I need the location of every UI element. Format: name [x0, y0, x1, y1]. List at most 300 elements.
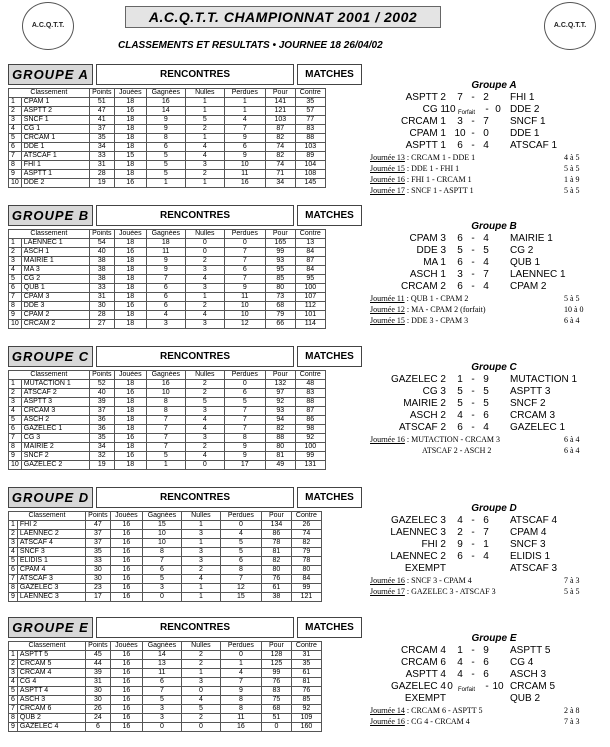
home-team: FHI 2 [421, 539, 446, 550]
score-dash: - [471, 116, 475, 127]
table-cell: 68 [265, 302, 295, 311]
result-row [364, 92, 604, 104]
journee-row [364, 163, 604, 174]
table-cell: 16 [146, 380, 185, 389]
home-team: CRCAM 2 [400, 281, 446, 292]
col-nulles: Nulles [181, 642, 220, 651]
table-cell: 16 [110, 584, 142, 593]
table-cell: ASCH 2 [21, 416, 89, 425]
table-cell: 8 [9, 443, 22, 452]
table-cell: 5 [220, 548, 261, 557]
journee-row [364, 586, 604, 597]
table-cell: 16 [114, 389, 146, 398]
home-team: MAIRIE 2 [403, 398, 446, 409]
table-cell: 7 [9, 152, 22, 161]
table-row [9, 257, 326, 266]
table-cell: 5 [220, 539, 261, 548]
result-row [364, 104, 604, 116]
table-cell: CG 3 [21, 434, 89, 443]
table-row [9, 98, 326, 107]
table-cell: 38 [261, 593, 291, 602]
table-cell: 37 [85, 539, 110, 548]
table-cell: MAIRIE 1 [21, 257, 89, 266]
results-title: Groupe B [471, 221, 517, 232]
journee-text: Journée 13 : CRCAM 1 - DDE 1 [370, 153, 476, 162]
matches-header: MATCHES [297, 487, 362, 508]
table-cell: 0 [220, 521, 261, 530]
table-cell: 8 [142, 548, 181, 557]
table-cell: 18 [114, 125, 146, 134]
rencontres-header: RENCONTRES [96, 346, 294, 367]
table-cell: 8 [220, 566, 261, 575]
table-cell: 52 [89, 380, 114, 389]
journee-text: Journée 14 : CRCAM 6 - ASPTT 5 [370, 706, 483, 715]
table-cell: 4 [9, 125, 22, 134]
away-team: CPAM 4 [510, 527, 547, 538]
results-title: Groupe D [471, 503, 517, 514]
table-cell: CPAM 4 [17, 566, 85, 575]
table-cell: 3 [9, 539, 18, 548]
table-cell: 3 [185, 320, 224, 329]
table-row [9, 134, 326, 143]
table-cell: 7 [224, 275, 265, 284]
table-cell: 97 [265, 389, 295, 398]
table-cell: 15 [220, 593, 261, 602]
table-cell: 10 [146, 389, 185, 398]
home-score: 0 [447, 681, 453, 692]
table-cell: 2 [181, 660, 220, 669]
table-cell: 3 [185, 266, 224, 275]
journee-row [364, 174, 604, 185]
table-cell: 104 [295, 161, 325, 170]
table-cell: 18 [114, 293, 146, 302]
logo-left: A.C.Q.T.T. [22, 2, 74, 50]
away-score: 9 [483, 374, 489, 385]
away-score: 2 [483, 92, 489, 103]
away-score: 4 [483, 257, 489, 268]
col-classement: Classement [9, 512, 86, 521]
table-cell: 18 [114, 275, 146, 284]
table-cell: 74 [265, 143, 295, 152]
score-dash: - [471, 374, 475, 385]
journee-text: Journée 16 : SNCF 3 - CPAM 4 [370, 576, 472, 585]
table-cell: 14 [146, 107, 185, 116]
table-cell: 2 [185, 302, 224, 311]
away-team: CRCAM 5 [510, 681, 556, 692]
table-cell: 9 [9, 452, 22, 461]
table-cell: 85 [265, 275, 295, 284]
table-cell: 76 [261, 575, 291, 584]
table-cell: 38 [89, 275, 114, 284]
table-cell: 3 [142, 705, 181, 714]
table-cell: 10 [9, 461, 22, 470]
table-cell: 79 [265, 311, 295, 320]
table-row [9, 651, 322, 660]
table-cell: 83 [295, 125, 325, 134]
table-cell: 7 [146, 434, 185, 443]
journee-text: Journée 12 : MA - CPAM 2 (forfait) [370, 305, 486, 314]
away-score: 1 [483, 539, 489, 550]
table-cell: 2 [181, 566, 220, 575]
table-row [9, 407, 326, 416]
table-cell: 3 [9, 257, 22, 266]
home-team: ASCH 2 [409, 410, 446, 421]
table-cell: 19 [89, 461, 114, 470]
group-label: GROUPE B [8, 205, 93, 226]
table-cell: 1 [9, 651, 18, 660]
table-cell: 7 [224, 407, 265, 416]
away-team: MUTACTION 1 [510, 374, 578, 385]
home-score: 10 [444, 104, 456, 115]
table-cell: 76 [261, 678, 291, 687]
table-row [9, 548, 322, 557]
table-cell: 3 [181, 530, 220, 539]
table-cell: 7 [224, 425, 265, 434]
table-cell: 4 [185, 311, 224, 320]
table-cell: 86 [261, 530, 291, 539]
col-contre: Contre [295, 230, 325, 239]
away-team: SNCF 1 [510, 116, 546, 127]
table-cell: 0 [220, 651, 261, 660]
table-row [9, 152, 326, 161]
table-cell: 8 [224, 434, 265, 443]
table-cell: ASPTT 2 [21, 107, 89, 116]
table-cell: 6 [224, 389, 265, 398]
away-score: 4 [483, 233, 489, 244]
away-team: ASCH 3 [510, 669, 547, 680]
table-cell: 78 [291, 557, 321, 566]
home-score: 3 [457, 116, 463, 127]
table-cell: 7 [224, 416, 265, 425]
table-cell: 16 [110, 714, 142, 723]
table-cell: 31 [89, 161, 114, 170]
table-cell: 103 [265, 116, 295, 125]
result-row [364, 645, 604, 657]
table-cell: LAENNEC 2 [17, 530, 85, 539]
table-cell: 95 [295, 275, 325, 284]
rencontres-header: RENCONTRES [96, 64, 294, 85]
table-row [9, 284, 326, 293]
forfait-note: Forfait [458, 110, 476, 116]
table-cell: 1 [185, 98, 224, 107]
table-cell: 32 [89, 452, 114, 461]
table-cell: 121 [265, 107, 295, 116]
table-cell: 11 [220, 714, 261, 723]
table-row [9, 380, 326, 389]
standings-table [8, 370, 326, 470]
table-cell: 4 [220, 669, 261, 678]
table-cell: 87 [265, 125, 295, 134]
table-cell: 14 [142, 651, 181, 660]
table-cell: 1 [185, 134, 224, 143]
table-cell: CRCAM 3 [21, 407, 89, 416]
table-row [9, 566, 322, 575]
col-gagnees: Gagnées [146, 89, 185, 98]
table-cell: 88 [295, 398, 325, 407]
table-cell: 6 [9, 566, 18, 575]
table-cell: 16 [110, 521, 142, 530]
away-team: FHI 1 [510, 92, 535, 103]
home-score: 1 [457, 645, 463, 656]
home-score: 6 [457, 281, 463, 292]
table-cell: 12 [224, 320, 265, 329]
table-cell: 35 [85, 548, 110, 557]
away-score: 0 [495, 104, 501, 115]
table-cell: 16 [110, 651, 142, 660]
away-score: 6 [483, 669, 489, 680]
result-row [364, 551, 604, 563]
table-header-row [9, 230, 326, 239]
table-cell: 40 [89, 389, 114, 398]
group-label: GROUPE D [8, 487, 93, 508]
table-cell: 95 [265, 266, 295, 275]
table-cell: 10 [224, 302, 265, 311]
table-cell: 109 [291, 714, 321, 723]
journee-text: Journée 16 : FHI 1 - CRCAM 1 [370, 175, 472, 184]
table-row [9, 389, 326, 398]
table-cell: 33 [89, 152, 114, 161]
table-cell: 44 [85, 660, 110, 669]
away-score: 6 [483, 657, 489, 668]
table-cell: 131 [295, 461, 325, 470]
journee-score: 2 à 8 [564, 706, 580, 715]
results-panel [364, 362, 604, 456]
home-score: 5 [457, 398, 463, 409]
group-label: GROUPE C [8, 346, 93, 367]
table-cell: 16 [110, 696, 142, 705]
table-cell: ATSCAF 3 [17, 575, 85, 584]
journee-row [364, 575, 604, 586]
table-cell: 83 [295, 389, 325, 398]
col-classement: Classement [9, 230, 90, 239]
table-cell: 81 [261, 548, 291, 557]
table-row [9, 425, 326, 434]
home-team: CPAM 1 [409, 128, 446, 139]
col-perdues: Perdues [224, 89, 265, 98]
table-row [9, 714, 322, 723]
table-row [9, 521, 322, 530]
table-cell: SNCF 1 [21, 116, 89, 125]
table-cell: 1 [185, 293, 224, 302]
col-jouees: Jouées [114, 230, 146, 239]
table-row [9, 575, 322, 584]
table-cell: 74 [291, 530, 321, 539]
table-cell: 7 [224, 257, 265, 266]
table-cell: 30 [85, 566, 110, 575]
col-points: Points [85, 642, 110, 651]
score-dash: - [471, 92, 475, 103]
table-row [9, 593, 322, 602]
table-cell: 3 [185, 434, 224, 443]
table-cell: ATSCAF 1 [21, 152, 89, 161]
table-cell: 1 [220, 660, 261, 669]
score-dash: - [471, 515, 475, 526]
col-perdues: Perdues [220, 642, 261, 651]
table-cell: 16 [110, 687, 142, 696]
table-cell: 82 [265, 134, 295, 143]
table-cell: 80 [265, 284, 295, 293]
table-cell: 8 [220, 696, 261, 705]
page-title: A.C.Q.T.T. CHAMPIONNAT 2001 / 2002 [125, 6, 441, 28]
table-cell: 30 [89, 302, 114, 311]
table-cell: 18 [114, 416, 146, 425]
table-cell: 9 [224, 284, 265, 293]
table-row [9, 557, 322, 566]
table-cell: LAENNEC 3 [17, 593, 85, 602]
score-dash: - [471, 140, 475, 151]
result-row [364, 657, 604, 669]
table-cell: 18 [114, 311, 146, 320]
table-cell: 10 [9, 320, 22, 329]
result-row [364, 398, 604, 410]
table-cell: 30 [85, 575, 110, 584]
table-cell: FHI 2 [17, 521, 85, 530]
table-cell: 94 [265, 416, 295, 425]
table-cell: 38 [89, 266, 114, 275]
table-cell: 85 [291, 696, 321, 705]
away-score: 4 [483, 140, 489, 151]
table-cell: 18 [114, 407, 146, 416]
table-cell: 93 [265, 257, 295, 266]
table-cell: 82 [265, 152, 295, 161]
table-cell: 8 [146, 398, 185, 407]
journee-row [364, 445, 604, 456]
table-cell: 9 [224, 443, 265, 452]
away-team: DDE 2 [510, 104, 540, 115]
table-cell: 16 [114, 179, 146, 188]
table-cell: 5 [185, 398, 224, 407]
table-cell: 5 [181, 705, 220, 714]
table-cell: 23 [85, 584, 110, 593]
journee-score: 7 à 3 [564, 576, 580, 585]
table-cell: 3 [181, 548, 220, 557]
home-team: ATSCAF 2 [398, 422, 446, 433]
table-cell: 0 [185, 239, 224, 248]
journee-row [364, 705, 604, 716]
journee-row [364, 716, 604, 727]
table-cell: 1 [9, 239, 22, 248]
home-team: CPAM 3 [409, 233, 446, 244]
home-score: 6 [457, 551, 463, 562]
table-cell: 16 [114, 452, 146, 461]
table-cell: LAENNEC 1 [21, 239, 89, 248]
away-team: CRCAM 3 [510, 410, 556, 421]
table-cell: 2 [185, 125, 224, 134]
away-team: ATSCAF 3 [510, 563, 558, 574]
col-perdues: Perdues [224, 230, 265, 239]
col-gagnees: Gagnées [146, 230, 185, 239]
table-row [9, 452, 326, 461]
home-team: GAZELEC 2 [390, 374, 446, 385]
table-cell: 6 [85, 723, 110, 732]
home-score: 4 [457, 669, 463, 680]
table-cell: 87 [295, 257, 325, 266]
table-cell: ASPTT 4 [17, 687, 85, 696]
table-cell: 16 [110, 678, 142, 687]
table-cell: 1 [9, 521, 18, 530]
table-cell: 16 [114, 248, 146, 257]
forfait-note: Forfait [458, 687, 476, 693]
table-cell: ASCH 1 [21, 248, 89, 257]
table-cell: 31 [85, 678, 110, 687]
home-team: CRCAM 4 [400, 645, 446, 656]
table-cell: 18 [114, 98, 146, 107]
table-row [9, 705, 322, 714]
table-cell: 4 [181, 575, 220, 584]
table-cell: 73 [265, 293, 295, 302]
table-cell: 31 [291, 651, 321, 660]
home-score: 6 [457, 233, 463, 244]
col-points: Points [89, 371, 114, 380]
table-row [9, 696, 322, 705]
table-cell: 80 [265, 443, 295, 452]
home-team: LAENNEC 2 [390, 551, 446, 562]
table-cell: 2 [9, 107, 22, 116]
table-cell: 11 [142, 669, 181, 678]
home-team: ASCH 1 [409, 269, 446, 280]
table-cell: 37 [89, 125, 114, 134]
table-cell: 141 [265, 98, 295, 107]
table-header-row [9, 89, 326, 98]
col-jouees: Jouées [110, 512, 142, 521]
table-cell: 18 [114, 461, 146, 470]
table-cell: 4 [185, 416, 224, 425]
table-cell: 84 [291, 575, 321, 584]
table-cell: 132 [265, 380, 295, 389]
table-header-row [9, 642, 322, 651]
table-row [9, 687, 322, 696]
score-dash: - [471, 669, 475, 680]
away-score: 5 [483, 245, 489, 256]
away-score: 6 [483, 515, 489, 526]
table-cell: 28 [89, 311, 114, 320]
table-cell: 5 [146, 152, 185, 161]
journee-score: 4 à 5 [564, 153, 580, 162]
journee-score: 1 à 9 [564, 175, 580, 184]
journee-text: Journée 16 : CG 4 - CRCAM 4 [370, 717, 470, 726]
table-cell: 18 [114, 257, 146, 266]
table-cell: 1 [181, 584, 220, 593]
home-score: 6 [457, 140, 463, 151]
table-cell: 0 [181, 723, 220, 732]
table-row [9, 143, 326, 152]
journee-score: 10 à 0 [564, 305, 584, 314]
table-cell: 30 [85, 687, 110, 696]
col-pour: Pour [261, 642, 291, 651]
score-dash: - [471, 422, 475, 433]
table-cell: 7 [220, 678, 261, 687]
table-cell: CG 4 [17, 678, 85, 687]
table-cell: 7 [224, 248, 265, 257]
away-team: CG 4 [510, 657, 534, 668]
table-cell: 9 [9, 593, 18, 602]
table-cell: 34 [265, 179, 295, 188]
table-cell: 92 [291, 705, 321, 714]
table-cell: 2 [185, 389, 224, 398]
table-cell: 16 [110, 530, 142, 539]
home-team: GAZELEC 3 [390, 515, 446, 526]
table-cell: 5 [9, 134, 22, 143]
table-cell: GAZELEC 1 [21, 425, 89, 434]
table-cell: 93 [265, 407, 295, 416]
journee-text: Journée 16 : MUTACTION - CRCAM 3 [370, 435, 501, 444]
table-row [9, 266, 326, 275]
table-cell: 18 [114, 425, 146, 434]
table-cell: 9 [9, 170, 22, 179]
table-cell: 0 [224, 239, 265, 248]
table-cell: 4 [9, 407, 22, 416]
away-team: CPAM 2 [510, 281, 547, 292]
